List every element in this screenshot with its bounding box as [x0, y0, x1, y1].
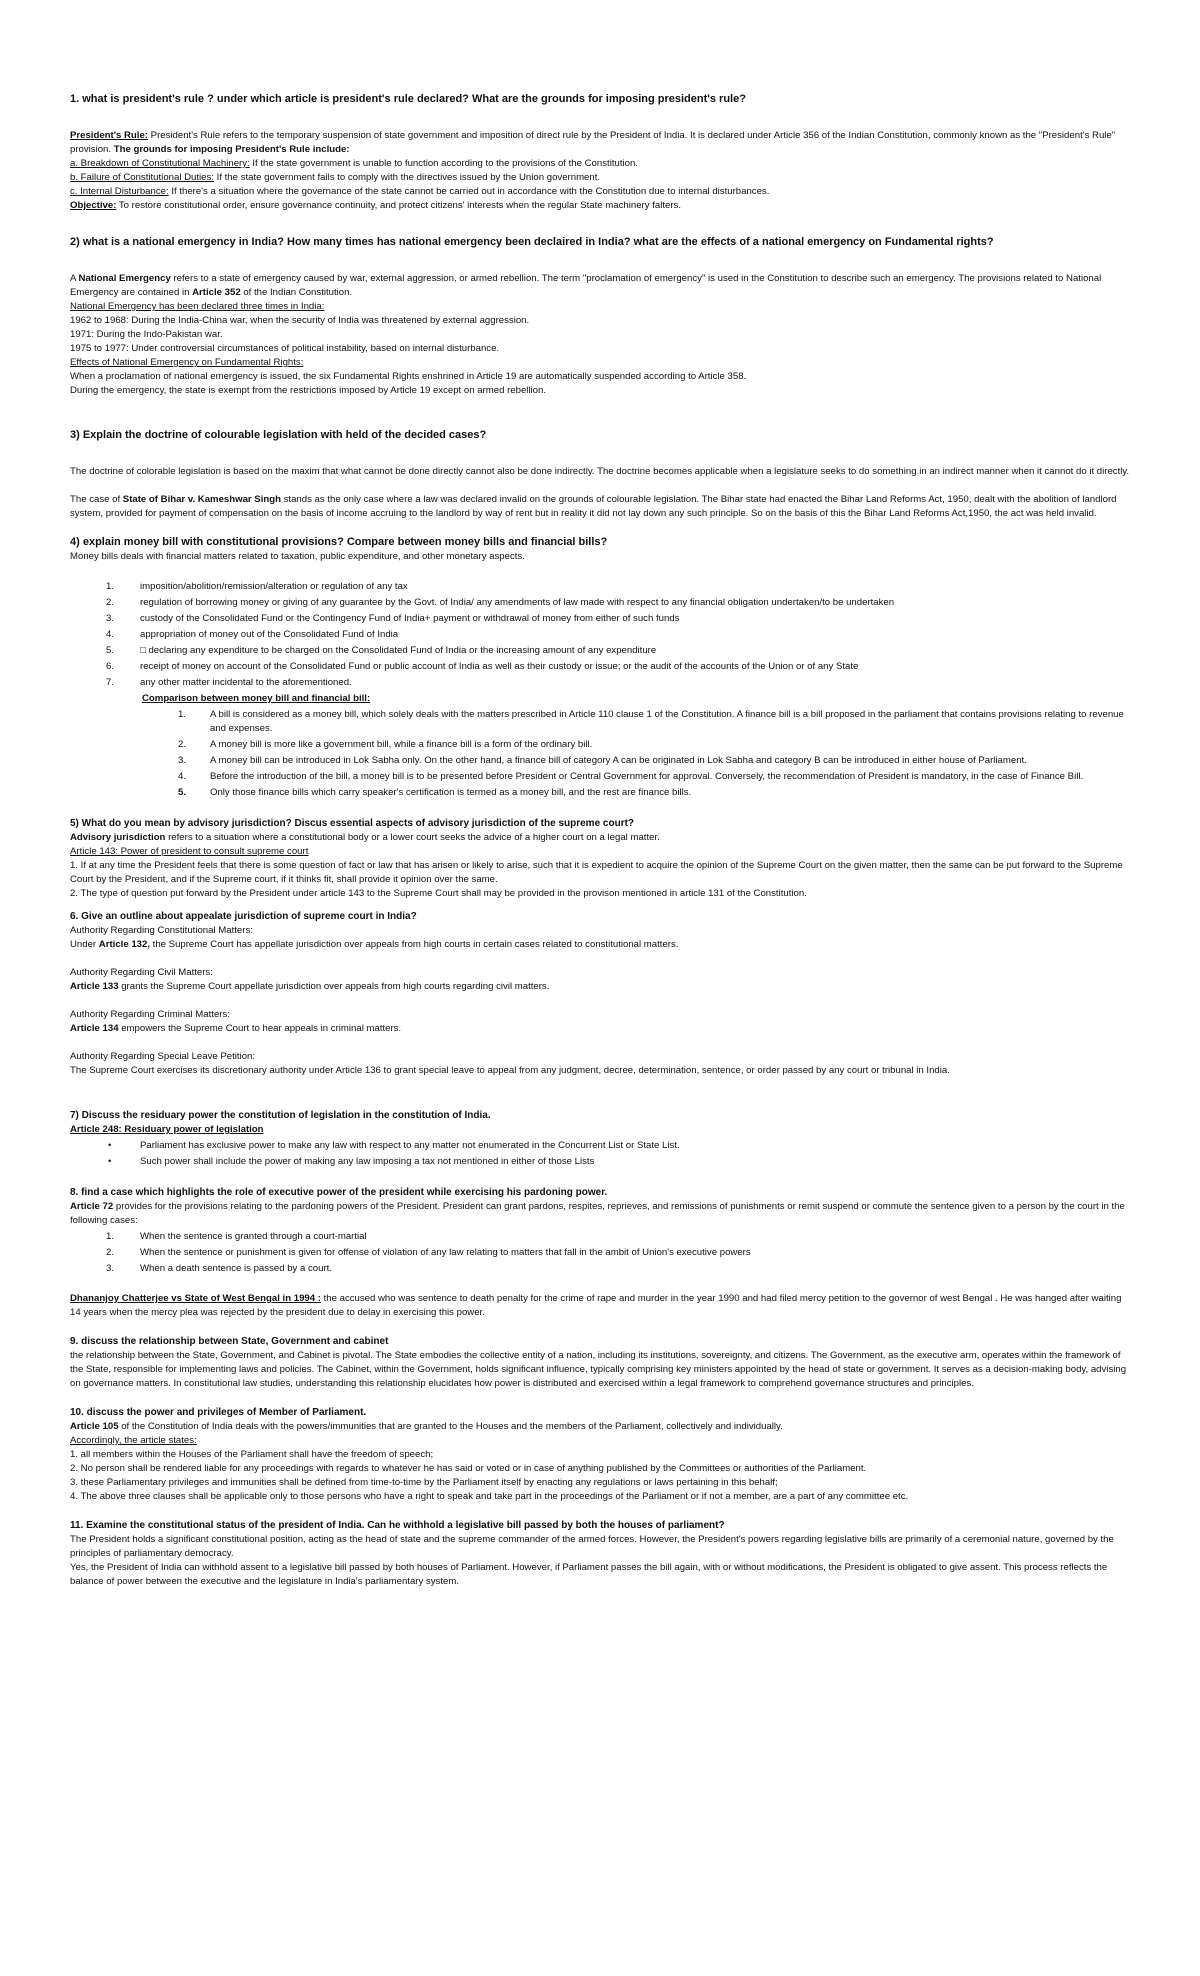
comparison-list — [70, 708, 1130, 800]
q7-article-label: Article 248: Residuary power of legislation — [70, 1124, 264, 1135]
list-item: 3. When a death sentence is passed by a court. — [106, 1263, 332, 1274]
q10-point-3: 3. these Parliamentary privileges and immunities shall be defined from time-to-time by the Parliament itself by enacting any regulations or laws pertaining in this behalf; — [70, 1477, 778, 1488]
q2-effect-1: When a proclamation of national emergency is issued, the six Fundamental Rights enshrined in Article 19 are automatically suspended according to Article 358. — [70, 371, 747, 382]
q2-effect-2: During the emergency, the state is exempt from the restrictions imposed by Article 19 except on armed rebellion. — [70, 385, 547, 396]
q6-text-slp: The Supreme Court exercises its discretionary authority under Article 136 to grant special leave to appeal from any judgment, decree, determination, sentence, or order passed by any court or tribunal in India. — [70, 1065, 950, 1076]
q6-heading-constitutional: Authority Regarding Constitutional Matters: — [70, 925, 253, 936]
q9-paragraph: the relationship between the State, Government, and Cabinet is pivotal. The State embodies the collective entity of a nation, including its institutions, sovereignty, and citizens. The Government, as the executive arm, operates within the framework of the State, responsible for implementing laws and policies. The Cabinet, within the Government, holds significant influence, typically comprising key ministers appointed by the head of state or government. It serves as a decision-making body, advising on governance matters. In constitutional law studies, understanding this relationship elucidates how power is distributed and exercised within a legal framework to comprehend governance structures and principles. — [70, 1350, 1127, 1389]
q1-ground-c: c. Internal Disturbance: If there's a situation where the governance of the state cannot be carried out in accordance with the Constitution due to internal disturbances. — [70, 186, 770, 197]
list-item: 1. imposition/abolition/remission/alteration or regulation of any tax — [106, 581, 408, 592]
q6-text-constitutional: Under Article 132, the Supreme Court has appellate jurisdiction over appeals from high courts in certain cases related to constitutional matters. — [70, 939, 679, 950]
q2-effects-label: Effects of National Emergency on Fundamental Rights: — [70, 357, 304, 368]
question-6-heading: 6. Give an outline about appealate jurisdiction of supreme court in India? — [70, 911, 417, 922]
question-3-heading: 3) Explain the doctrine of colourable legislation with held of the decided cases? — [70, 429, 487, 441]
q1-intro: President's Rule: President's Rule refers to the temporary suspension of state government and imposition of direct rule by the President of India. It is declared under Article 356 of the Indian Constitution, commonly known as the "President's Rule" provision. The grounds for imposing President's Rule include: — [70, 130, 1116, 155]
q11-paragraph-1: The President holds a significant constitutional position, acting as the head of state and the supreme commander of the armed forces. However, the President's powers regarding legislative bills are primarily of a ceremonial nature, governed by the principles of parliamentary democracy. — [70, 1534, 1114, 1559]
list-item: 1. A bill is considered as a money bill, which solely deals with the matters prescribed in Article 110 clause 1 of the Constitution. A finance bill is a bill proposed in the parliament that contains provisions relating to revenue and expenses. — [178, 709, 1124, 734]
list-item: 2. A money bill is more like a government bill, while a finance bill is a form of the ordinary bill. — [178, 739, 593, 750]
list-item: 7. any other matter incidental to the aforementioned. — [106, 677, 352, 688]
question-4-heading: 4) explain money bill with constitutional provisions? Compare between money bills and financial bills? — [70, 536, 608, 548]
question-2-heading: 2) what is a national emergency in India? How many times has national emergency been declaired in India? what are the effects of a national emergency on Fundamental rights? — [70, 236, 994, 248]
question-10-heading: 10. discuss the power and privileges of Member of Parliament. — [70, 1407, 367, 1418]
q2-declared-3: 1975 to 1977: Under controversial circumstances of political instability, based on internal disturbance. — [70, 343, 500, 354]
q2-declared-label: National Emergency has been declared three times in India: — [70, 301, 325, 312]
q1-ground-b: b. Failure of Constitutional Duties: If the state government fails to comply with the directives issued by the Union government. — [70, 172, 601, 183]
question-8-heading: 8. find a case which highlights the role of executive power of the president while exercising his pardoning power. — [70, 1187, 608, 1198]
list-item: 4. appropriation of money out of the Consolidated Fund of India — [106, 629, 399, 640]
q3-paragraph-1: The doctrine of colorable legislation is based on the maxim that what cannot be done directly cannot also be done indirectly. The doctrine becomes applicable when a legislature seeks to do something in an indirect manner when it cannot do it directly. — [70, 466, 1130, 477]
list-item: 2. regulation of borrowing money or giving of any guarantee by the Govt. of India/ any amendments of law made with respect to any financial obligation undertaken/to be undertaken — [106, 597, 895, 608]
q5-point-2: 2. The type of question put forward by the President under article 143 to the Supreme Court shall may be provided in the provison mentioned in article 131 of the Constitution. — [70, 888, 807, 899]
q10-accordingly: Accordingly, the article states: — [70, 1435, 197, 1446]
q1-objective: Objective: To restore constitutional order, ensure governance continuity, and protect citizens' interests when the regular State machinery falters. — [70, 200, 682, 211]
q10-intro: Article 105 of the Constitution of India deals with the powers/immunities that are granted to the Houses and the members of the Parliament, collectively and individually. — [70, 1421, 783, 1432]
q10-point-4: 4. The above three clauses shall be applicable only to those persons who have a right to speak and take part in the proceedings of the Parliament or if not a member, are a part of any committee etc. — [70, 1491, 909, 1502]
comparison-label: Comparison between money bill and financial bill: — [142, 693, 371, 704]
q6-heading-civil: Authority Regarding Civil Matters: — [70, 967, 213, 978]
q8-intro: Article 72 provides for the provisions relating to the pardoning powers of the President. President can grant pardons, respites, reprieves, and remissions of punishments or remit suspend or commute the sentence given to a person by the court in the following cases: — [70, 1201, 1125, 1226]
question-5-heading: 5) What do you mean by advisory jurisdiction? Discus essential aspects of advisory jurisdiction of the supreme court? — [70, 818, 635, 829]
q4-intro: Money bills deals with financial matters related to taxation, public expenditure, and other monetary aspects. — [70, 551, 525, 562]
q10-point-1: 1. all members within the Houses of the Parliament shall have the freedom of speech; — [70, 1449, 434, 1460]
q6-heading-criminal: Authority Regarding Criminal Matters: — [70, 1009, 230, 1020]
list-item: 4. Before the introduction of the bill, a money bill is to be presented before President or Central Government for approval. Conversely, the recommendation of President is mandatory, in the case of Finance Bill. — [178, 771, 1084, 782]
list-item: 5. Only those finance bills which carry speaker's certification is termed as a money bill, and the rest are finance bills. — [178, 787, 692, 798]
list-item: 6. receipt of money on account of the Consolidated Fund or public account of India as well as their custody or issue; or the audit of the accounts of the Union or of any State — [106, 661, 859, 672]
q2-definition: A National Emergency refers to a state of emergency caused by war, external aggression, or armed rebellion. The term "proclamation of emergency" is used in the Constitution to describe such an emergency. The provisions related to National Emergency are contained in Article 352 of the Indian Constitution. — [70, 273, 1102, 298]
q10-point-2: 2. No person shall be rendered liable for any proceedings with regards to whatever he has said or voted or in case of anything published by the Committees or authorities of the Parliament. — [70, 1463, 867, 1474]
list-item: • Parliament has exclusive power to make any law with respect to any matter not enumerated in the Concurrent List or State List. — [70, 1139, 1130, 1153]
q5-article-label: Article 143: Power of president to consult supreme court — [70, 846, 309, 857]
q1-term: President's Rule: — [70, 130, 148, 141]
document-page — [70, 92, 1130, 1589]
q1-ground-a: a. Breakdown of Constitutional Machinery: If the state government is unable to function according to the provisions of the Constitution. — [70, 158, 638, 169]
q8-case: Dhananjoy Chatterjee vs State of West Bengal in 1994 : the accused who was sentence to death penalty for the crime of rape and murder in the year 1990 and had filed mercy petition to the governor of west Bengal . He was hanged after waiting 14 years when the mercy plea was rejected by the president due to delay in exercising this power. — [70, 1293, 1122, 1318]
list-item: 2. When the sentence or punishment is given for offense of violation of any law relating to matters that fall in the ambit of Union's executive powers — [106, 1247, 751, 1258]
list-item: 3. custody of the Consolidated Fund or the Contingency Fund of India+ payment or withdrawal of money from either of such funds — [106, 613, 680, 624]
list-item: 1. When the sentence is granted through a court-martial — [106, 1231, 367, 1242]
q5-definition: Advisory jurisdiction refers to a situation where a constitutional body or a lower court seeks the advice of a higher court on a legal matter. — [70, 832, 660, 843]
question-1-heading: 1. what is president's rule ? under which article is president's rule declared? What are the grounds for imposing president's rule? — [70, 93, 746, 105]
q11-paragraph-2: Yes, the President of India can withhold assent to a legislative bill passed by both houses of Parliament. However, if Parliament passes the bill again, with or without modifications, the President is obligated to give assent. This process reflects the balance of power between the executive and the legislature in India's parliamentary system. — [70, 1562, 1108, 1587]
question-11-heading: 11. Examine the constitutional status of the president of India. Can he withhold a legislative bill passed by both the houses of parliament? — [70, 1520, 725, 1531]
q2-declared-2: 1971: During the Indo-Pakistan war. — [70, 329, 223, 340]
money-bill-list — [70, 580, 1130, 690]
list-item: 3. A money bill can be introduced in Lok Sabha only. On the other hand, a finance bill of category A can be originated in Lok Sabha and category B can be introduced in either house of Parliament. — [178, 755, 1027, 766]
q3-paragraph-2: The case of State of Bihar v. Kameshwar Singh stands as the only case where a law was declared invalid on the grounds of colourable legislation. The Bihar state had enacted the Bihar Land Reforms Act, 1950, dealt with the abolition of landlord system, provided for payment of compensation on the basis of income accruing to the landlord by way of rent but in reality it did not lay down any such principle. So on the basis of this the Bihar Land Reforms Act,1950, the act was held invalid. — [70, 494, 1117, 519]
q5-point-1: 1. If at any time the President feels that there is some question of fact or law that has arisen or likely to arise, such that it is expedient to acquire the opinion of the Supreme Court on the given matter, then the same can be put forward to the Supreme Court by the President, and if the Supreme court, if it thinks fit, shall provide it opinion over the same. — [70, 860, 1123, 885]
q6-heading-slp: Authority Regarding Special Leave Petition: — [70, 1051, 256, 1062]
q2-declared-1: 1962 to 1968: During the India-China war, when the security of India was threatened by external aggression. — [70, 315, 530, 326]
q6-text-civil: Article 133 grants the Supreme Court appellate jurisdiction over appeals from high courts regarding civil matters. — [70, 981, 550, 992]
q8-list — [70, 1230, 1130, 1276]
list-item: • Such power shall include the power of making any law imposing a tax not mentioned in either of those Lists — [70, 1155, 1130, 1169]
q6-text-criminal: Article 134 empowers the Supreme Court to hear appeals in criminal matters. — [70, 1023, 402, 1034]
q7-list — [70, 1139, 1130, 1169]
question-9-heading: 9. discuss the relationship between State, Government and cabinet — [70, 1336, 389, 1347]
question-7-heading: 7) Discuss the residuary power the constitution of legislation in the constitution of India. — [70, 1110, 491, 1121]
list-item: 5. □ declaring any expenditure to be charged on the Consolidated Fund of India or the increasing amount of any expenditure — [106, 645, 657, 656]
